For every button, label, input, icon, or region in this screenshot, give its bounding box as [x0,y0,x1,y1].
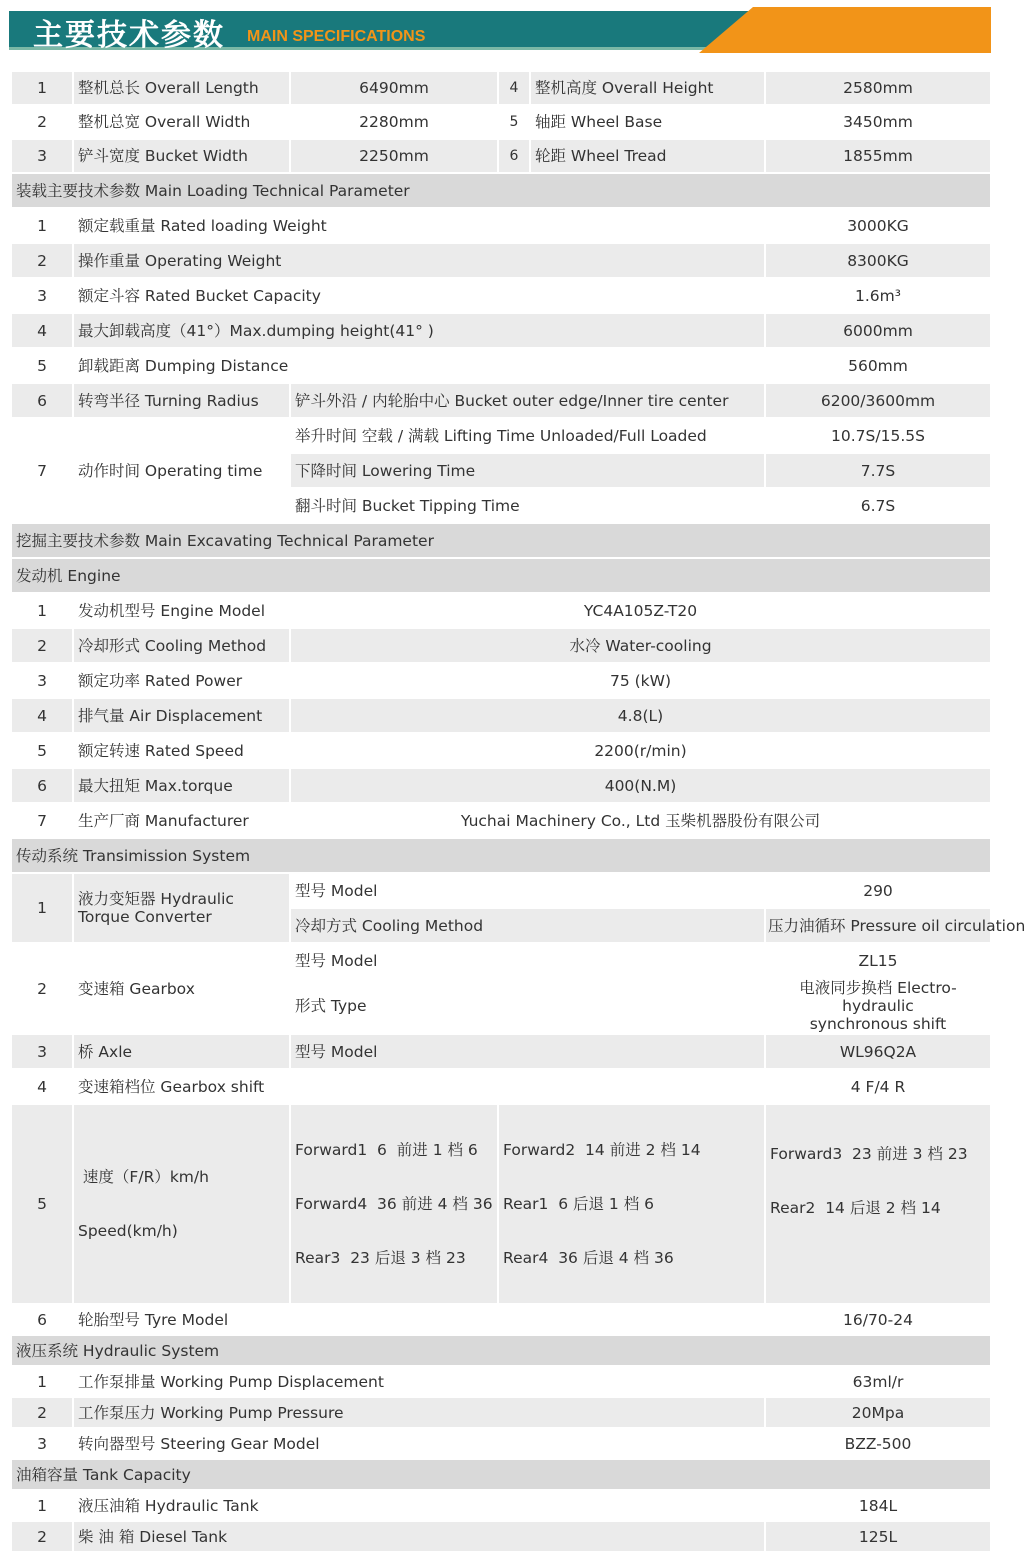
row-value: 2580mm [765,71,991,105]
speed-column-3 [765,1104,991,1304]
table-row [11,1366,991,1397]
row-value: BZZ-500 [765,1428,991,1459]
row-label: 工作泵排量 Working Pump Displacement [73,1366,765,1397]
row-label: 转弯半径 Turning Radius [73,383,290,418]
row-label: 变速箱档位 Gearbox shift [73,1069,765,1104]
row-value: 2250mm [290,139,498,173]
table-row [11,663,991,698]
row-label: 轴距 Wheel Base [530,105,765,139]
row-label: 额定转速 Rated Speed [73,733,290,768]
table-row [11,1521,991,1552]
row-label: 工作泵压力 Working Pump Pressure [73,1397,765,1428]
row-sublabel: 型号 Model [290,1034,765,1069]
row-label: 最大卸载高度（41°）Max.dumping height(41° ) [73,313,765,348]
speed-entry: Forward2 14 前进 2 档 14 [503,1141,701,1159]
row-label: 液压油箱 Hydraulic Tank [73,1490,765,1521]
row-value: 6200/3600mm [765,383,991,418]
page-subtitle: MAIN SPECIFICATIONS [247,28,426,45]
spec-table [10,70,1025,1553]
table-row [11,1034,991,1069]
row-label: 额定斗容 Rated Bucket Capacity [73,278,765,313]
row-sublabel: 冷却方式 Cooling Method [290,908,765,943]
row-value: 184L [765,1490,991,1521]
row-value: ZL15 [765,943,991,978]
row-number: 4 [498,71,530,105]
section-title: 装载主要技术参数 Main Loading Technical Parameter [11,173,991,208]
row-number: 7 [11,803,73,838]
row-number: 1 [11,1366,73,1397]
dimension-row [11,71,991,105]
row-number: 2 [11,243,73,278]
section-title: 液压系统 Hydraulic System [11,1335,991,1366]
row-label: 最大扭矩 Max.torque [73,768,290,803]
speed-column-2 [498,1104,765,1304]
row-number: 2 [11,105,73,139]
row-value: 10.7S/15.5S [765,418,991,453]
row-number: 2 [11,628,73,663]
row-label: 额定功率 Rated Power [73,663,290,698]
row-number: 2 [11,1397,73,1428]
row-label: 液力变矩器 Hydraulic Torque Converter [73,873,290,943]
table-row [11,698,991,733]
row-label: 整机总宽 Overall Width [73,105,290,139]
row-value: 4 F/4 R [765,1069,991,1104]
section-title: 油箱容量 Tank Capacity [11,1459,991,1490]
row-label [73,1104,290,1304]
row-number: 6 [11,1304,73,1335]
row-value: 75 (kW) [290,663,991,698]
row-number: 6 [11,383,73,418]
table-row [11,418,991,453]
row-number: 4 [11,313,73,348]
row-number: 7 [11,418,73,523]
row-number: 3 [11,278,73,313]
row-number: 6 [498,139,530,173]
row-label: 冷却形式 Cooling Method [73,628,290,663]
label-line: 速度（F/R）km/h [78,1168,209,1186]
row-label: 发动机型号 Engine Model [73,593,290,628]
row-label: 变速箱 Gearbox [73,943,290,1034]
table-row [11,873,991,908]
row-value: 1855mm [765,139,991,173]
row-value: 2280mm [290,105,498,139]
row-number: 4 [11,1069,73,1104]
speed-entry: Rear4 36 后退 4 档 36 [503,1249,674,1267]
dimension-row [11,105,991,139]
table-row [11,733,991,768]
row-sublabel: 下降时间 Lowering Time [290,453,765,488]
table-row [11,348,991,383]
row-value: 400(N.M) [290,768,991,803]
row-value: 6490mm [290,71,498,105]
row-sublabel: 举升时间 空载 / 满载 Lifting Time Unloaded/Full Loaded [290,418,765,453]
row-label: 整机总长 Overall Length [73,71,290,105]
table-row [11,593,991,628]
speed-entry: Rear3 23 后退 3 档 23 [295,1249,466,1267]
row-number: 2 [11,943,73,1034]
row-number: 3 [11,139,73,173]
row-label: 额定载重量 Rated loading Weight [73,208,765,243]
section-header-engine [11,558,991,593]
dimension-row [11,139,991,173]
row-number: 3 [11,1428,73,1459]
section-header-hydraulic [11,1335,991,1366]
value-line: synchronous shift [809,1015,947,1033]
row-label: 整机高度 Overall Height [530,71,765,105]
speed-entry: Forward1 6 前进 1 档 6 [295,1141,478,1159]
table-row [11,278,991,313]
table-row [11,1069,991,1104]
table-row [11,628,991,663]
table-row [11,1397,991,1428]
section-title: 传动系统 Transimission System [11,838,991,873]
row-value: 压力油循环 Pressure oil circulation [765,908,991,943]
row-label: 动作时间 Operating time [73,418,290,523]
row-sublabel: 型号 Model [290,873,765,908]
row-label: 生产厂商 Manufacturer [73,803,290,838]
row-number: 5 [11,348,73,383]
row-sublabel: 翻斗时间 Bucket Tipping Time [290,488,765,523]
row-number: 6 [11,768,73,803]
value-line: 电液同步换档 Electro-hydraulic [799,979,957,1015]
row-number: 3 [11,663,73,698]
table-row [11,803,991,838]
page-title: 主要技术参数 [33,18,225,53]
header-banner [9,7,991,53]
row-number: 1 [11,71,73,105]
speed-entry: Rear2 14 后退 2 档 14 [770,1199,941,1217]
row-value: 290 [765,873,991,908]
row-value: 水冷 Water-cooling [290,628,991,663]
label-line: Speed(km/h) [78,1222,178,1240]
table-row [11,768,991,803]
section-title: 挖掘主要技术参数 Main Excavating Technical Parameter [11,523,991,558]
section-header-tank [11,1459,991,1490]
row-value: 3000KG [765,208,991,243]
row-value: 6.7S [765,488,991,523]
row-value: 560mm [765,348,991,383]
row-value: 63ml/r [765,1366,991,1397]
table-row [11,383,991,418]
section-header-loading [11,173,991,208]
row-value: 7.7S [765,453,991,488]
row-label: 轮距 Wheel Tread [530,139,765,173]
speed-entry: Forward4 36 前进 4 档 36 [295,1195,493,1213]
row-number: 4 [11,698,73,733]
speed-entry: Rear1 6 后退 1 档 6 [503,1195,654,1213]
section-title: 发动机 Engine [11,558,991,593]
row-value: 4.8(L) [290,698,991,733]
row-value: Yuchai Machinery Co., Ltd 玉柴机器股份有限公司 [290,803,991,838]
section-header-excavating [11,523,991,558]
table-row [11,1490,991,1521]
row-value: YC4A105Z-T20 [290,593,991,628]
table-row [11,1104,991,1304]
row-value: 6000mm [765,313,991,348]
row-label: 柴 油 箱 Diesel Tank [73,1521,765,1552]
row-value: 8300KG [765,243,991,278]
row-label: 排气量 Air Displacement [73,698,290,733]
row-number: 2 [11,1521,73,1552]
row-number: 5 [11,733,73,768]
row-label: 操作重量 Operating Weight [73,243,765,278]
row-number: 3 [11,1034,73,1069]
row-label: 轮胎型号 Tyre Model [73,1304,765,1335]
row-label: 桥 Axle [73,1034,290,1069]
section-header-transmission [11,838,991,873]
row-value: 125L [765,1521,991,1552]
speed-column-1 [290,1104,498,1304]
row-number: 1 [11,873,73,943]
row-sublabel: 型号 Model [290,943,765,978]
row-label: 转向器型号 Steering Gear Model [73,1428,765,1459]
table-row [11,313,991,348]
row-value: 20Mpa [765,1397,991,1428]
speed-entry: Forward3 23 前进 3 档 23 [770,1145,968,1163]
row-value: 3450mm [765,105,991,139]
row-value: 1.6m³ [765,278,991,313]
table-row [11,243,991,278]
row-number: 1 [11,593,73,628]
table-row [11,208,991,243]
row-number: 1 [11,208,73,243]
row-value: 16/70-24 [765,1304,991,1335]
row-label: 卸载距离 Dumping Distance [73,348,765,383]
table-row [11,943,991,978]
row-number: 5 [11,1104,73,1304]
row-value: 2200(r/min) [290,733,991,768]
row-sublabel: 形式 Type [290,978,765,1034]
row-value: WL96Q2A [765,1034,991,1069]
row-label: 铲斗宽度 Bucket Width [73,139,290,173]
row-number: 5 [498,105,530,139]
row-number: 1 [11,1490,73,1521]
row-sublabel: 铲斗外沿 / 内轮胎中心 Bucket outer edge/Inner tire center [290,383,765,418]
row-value [765,978,991,1034]
table-row [11,1304,991,1335]
table-row [11,1428,991,1459]
